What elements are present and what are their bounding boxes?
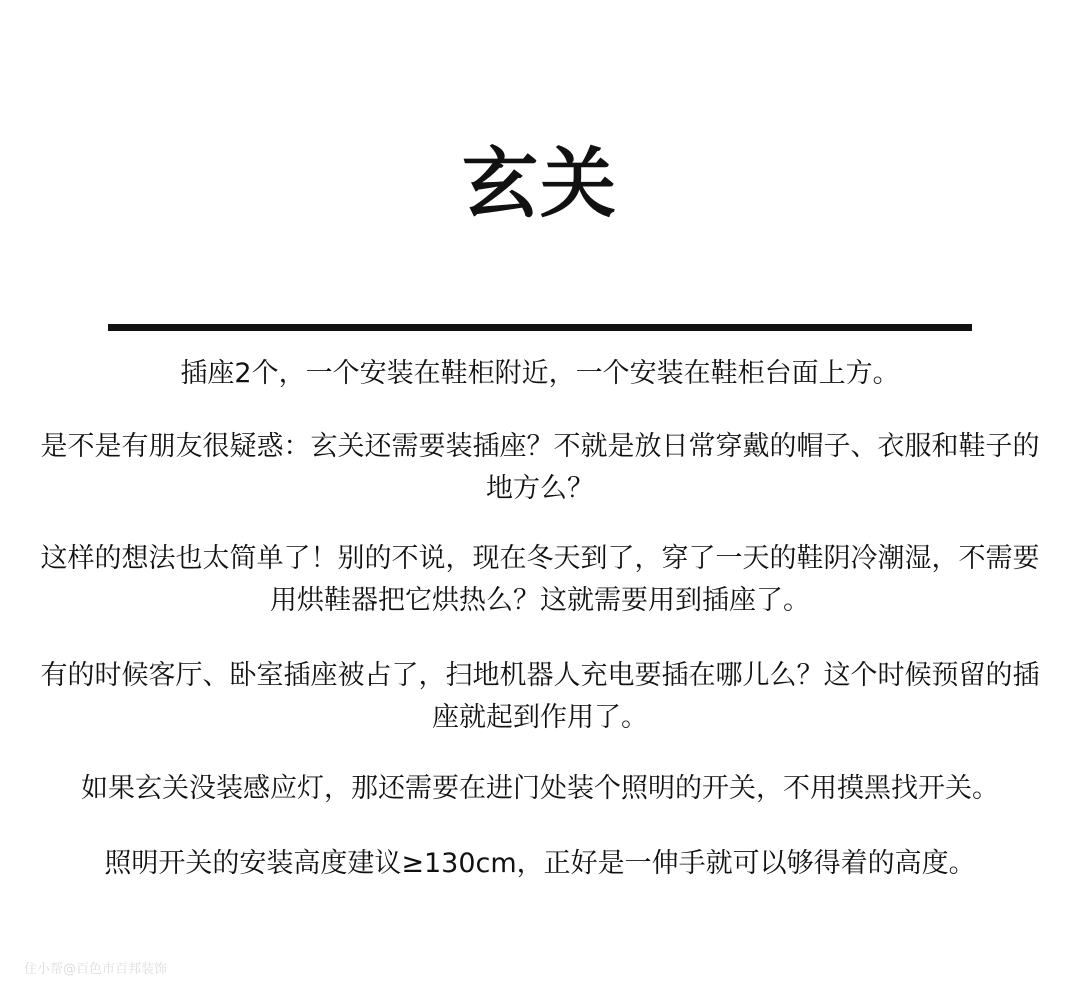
paragraph-sockets: 插座2个，一个安装在鞋柜附近，一个安装在鞋柜台面上方。 [180, 358, 900, 389]
page-title: 玄关 [462, 139, 618, 228]
paragraph-question: 是不是有朋友很疑惑：玄关还需要装插座？不就是放日常穿戴的帽子、衣服和鞋子的地方么？ [40, 431, 1040, 504]
paragraph-robot-vacuum: 有的时候客厅、卧室插座被占了，扫地机器人充电要插在哪儿么？这个时候预留的插座就起到作用了。 [40, 660, 1040, 733]
watermark: 住小帮@百色市百邦装饰 [24, 962, 168, 977]
paragraph-switch-height: 照明开关的安装高度建议≥130cm，正好是一伸手就可以够得着的高度。 [104, 848, 976, 879]
paragraph-light-switch: 如果玄关没装感应灯，那还需要在进门处装个照明的开关，不用摸黑找开关。 [81, 773, 999, 804]
paragraph-shoe-dryer: 这样的想法也太简单了！别的不说，现在冬天到了，穿了一天的鞋阴冷潮湿，不需要用烘鞋器把它烘热么？这就需要用到插座了。 [40, 543, 1040, 616]
title-divider [108, 324, 972, 331]
